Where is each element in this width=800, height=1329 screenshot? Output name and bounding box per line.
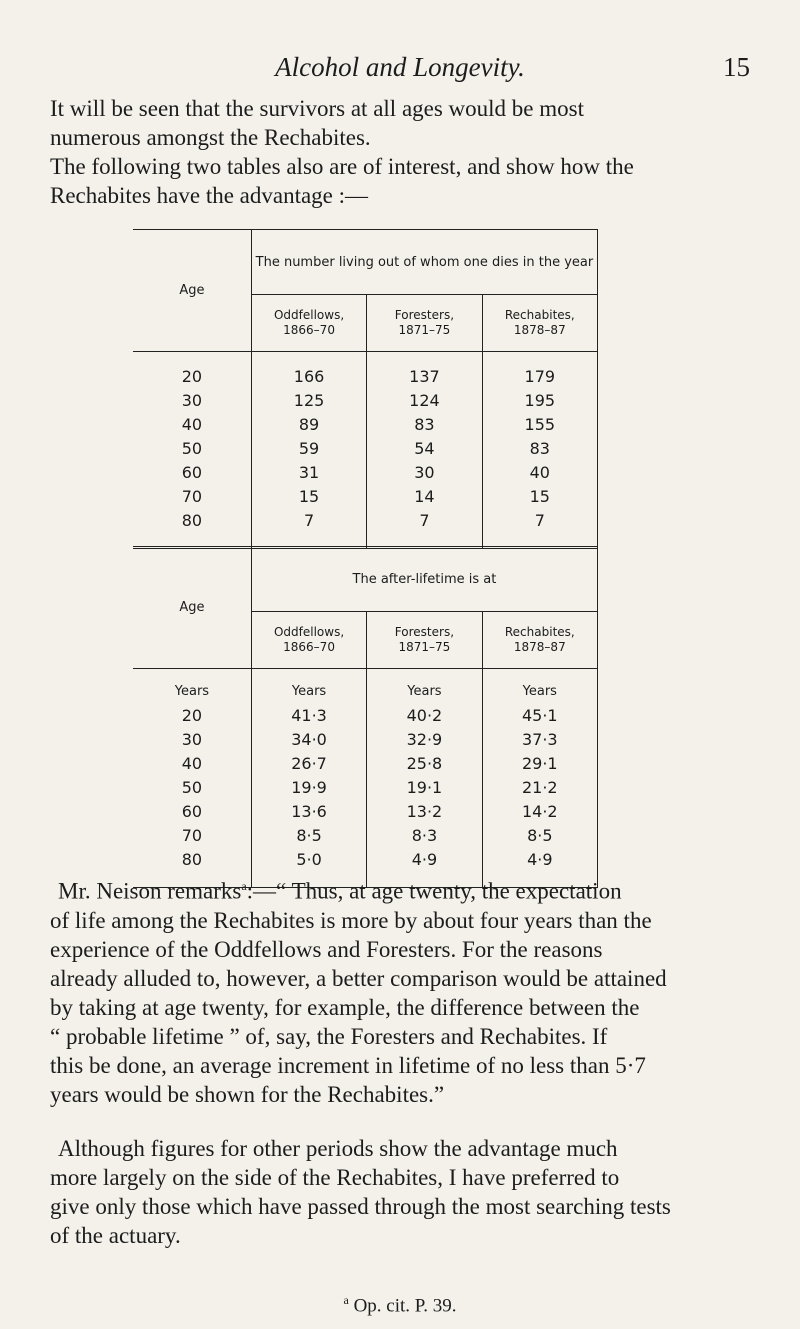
paragraph-line: already alluded to, however, a better comparison would be attained <box>50 965 667 991</box>
paragraph-line: of the actuary. <box>50 1223 181 1248</box>
after-lifetime-table <box>133 546 598 888</box>
table-row: 30 125 124 195 <box>133 388 598 412</box>
footnote-mark: a <box>343 1293 349 1307</box>
neison-paragraph <box>50 872 760 1109</box>
column-header-rechabites: Rechabites, 1878–87 <box>482 612 597 669</box>
age-header: Age <box>133 230 251 352</box>
age-header: Age <box>133 547 251 669</box>
paragraph-line: this be done, an average increment in lifetime of no less than 5·7 <box>50 1052 646 1078</box>
table-row: 70 8·5 8·3 8·5 <box>133 823 598 847</box>
column-header-oddfellows: Oddfellows, 1866–70 <box>251 612 366 669</box>
table-row: 40 26·7 25·8 29·1 <box>133 751 598 775</box>
paragraph-line: give only those which have passed through the most searching tests <box>50 1194 671 1219</box>
table-row: 60 13·6 13·2 14·2 <box>133 799 598 823</box>
paragraph-line: of life among the Rechabites is more by about four years than the <box>50 907 652 933</box>
table-row: 40 89 83 155 <box>133 412 598 436</box>
intro-line: Rechabites have the advantage :— <box>50 183 369 208</box>
intro-line: The following two tables also are of interest, and show how the <box>50 154 634 179</box>
running-head <box>0 52 800 86</box>
units-row: Years Years Years Years <box>133 669 598 704</box>
paragraph-line: by taking at age twenty, for example, the difference between the <box>50 994 640 1020</box>
paragraph-line: years would be shown for the Rechabites.” <box>50 1081 445 1107</box>
column-header-foresters: Foresters, 1871–75 <box>367 295 482 352</box>
footnote <box>0 1293 800 1317</box>
footnote-text: Op. cit. P. 39. <box>353 1295 457 1317</box>
table-row: 80 5·0 4·9 4·9 <box>133 847 598 871</box>
column-header-foresters: Foresters, 1871–75 <box>367 612 482 669</box>
paragraph-line: “ probable lifetime ” of, say, the Foresters and Rechabites. If <box>50 1023 608 1049</box>
column-header-oddfellows: Oddfellows, 1866–70 <box>251 295 366 352</box>
page-number: 15 <box>723 52 750 82</box>
table-row: 60 31 30 40 <box>133 460 598 484</box>
paragraph-line: more largely on the side of the Rechabites, I have preferred to <box>50 1165 620 1190</box>
footnote-reference: a <box>241 879 247 893</box>
table-row: 30 34·0 32·9 37·3 <box>133 727 598 751</box>
table-row: 50 59 54 83 <box>133 436 598 460</box>
table-row: 20 166 137 179 <box>133 364 598 388</box>
paragraph-line: Although figures for other periods show the advantage much <box>58 1136 618 1161</box>
column-header-rechabites: Rechabites, 1878–87 <box>482 295 597 352</box>
intro-paragraph <box>50 94 760 210</box>
intro-line: numerous amongst the Rechabites. <box>50 125 371 150</box>
table-row: 80 7 7 7 <box>133 508 598 532</box>
table-row: 70 15 14 15 <box>133 484 598 508</box>
intro-line: It will be seen that the survivors at all ages would be most <box>50 96 584 121</box>
table-row: 50 19·9 19·1 21·2 <box>133 775 598 799</box>
closing-paragraph <box>50 1134 760 1250</box>
table-row: 20 41·3 40·2 45·1 <box>133 703 598 727</box>
paragraph-line: experience of the Oddfellows and Foresters. For the reasons <box>50 936 603 962</box>
mortality-table <box>133 229 598 549</box>
group-header: The after-lifetime is at <box>251 547 597 612</box>
group-header: The number living out of whom one dies in the year <box>251 230 597 295</box>
paragraph-line: Mr. Neison remarks$^a$:—“ Thus, at age twenty, the expectation <box>58 878 622 904</box>
running-title: Alcohol and Longevity. <box>275 52 525 82</box>
